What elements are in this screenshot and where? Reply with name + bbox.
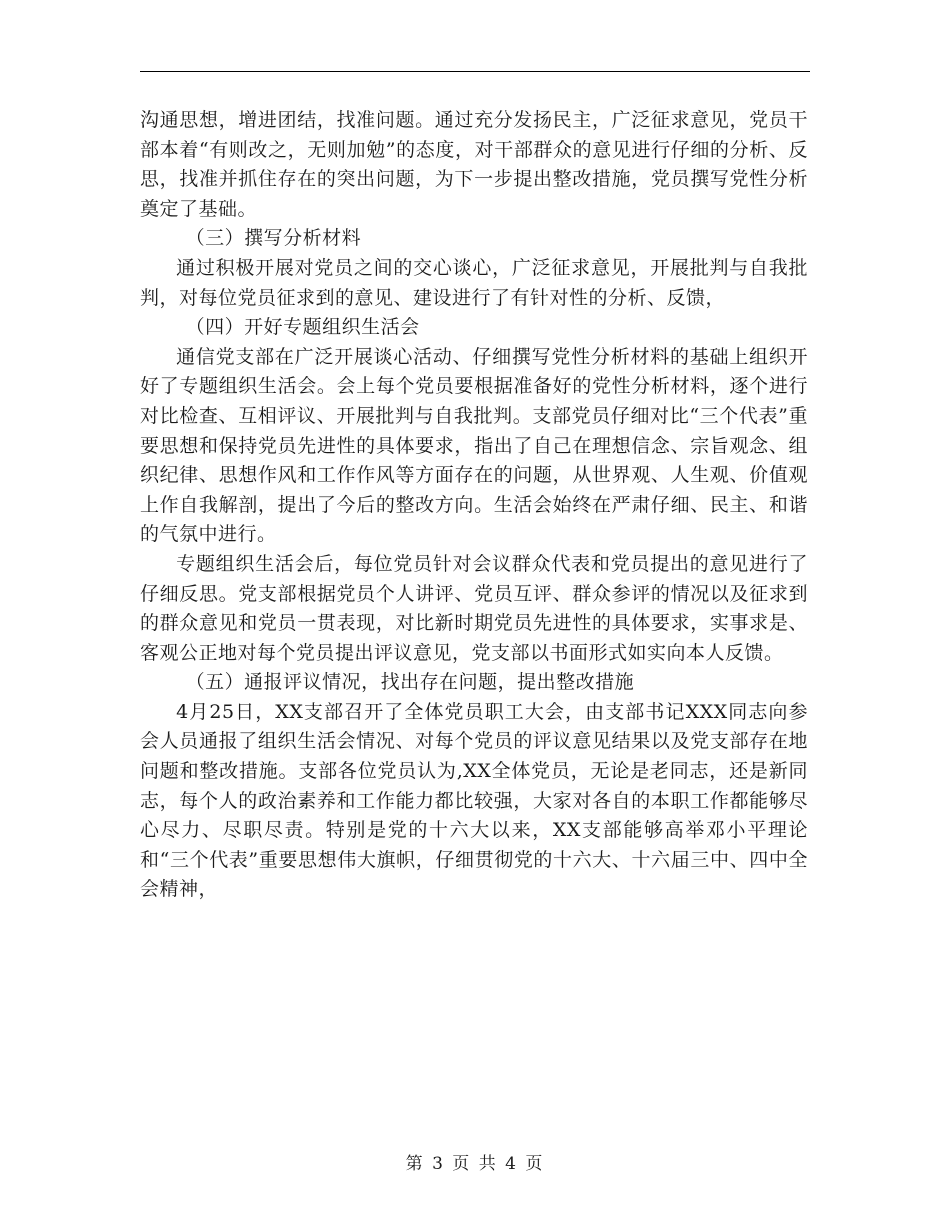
paragraph-analysis-materials: 通过积极开展对党员之间的交心谈心，广泛征求意见，开展批判与自我批判，对每位党员征求到的意见、建设进行了有针对性的分析、反馈， — [140, 256, 808, 309]
section-heading-5: （五）通报评议情况，找出存在问题，提出整改措施 — [185, 671, 635, 694]
section-heading-4: （四）开好专题组织生活会 — [185, 316, 420, 339]
header-rule — [140, 71, 810, 72]
document-body — [140, 106, 808, 905]
paragraph-continuation: 沟通思想，增进团结，找准问题。通过充分发扬民主，广泛征求意见，党员干部本着“有则改之，无则加勉”的态度，对干部群众的意见进行仔细的分析、反思，找准并抓住存在的突出问题，为下一步提出整改措施，党员撰写党性分析奠定了基础。 — [140, 109, 808, 220]
paragraph-report: 4月25日，XX支部召开了全体党员职工大会，由支部书记XXX同志向参会人员通报了组织生活会情况、对每个党员的评议意见结果以及党支部存在地问题和整改措施。支部各位党员认为,XX全体党员，无论是老同志，还是新同志，每个人的政治素养和工作能力都比较强，大家对各自的本职工作都能够尽心尽力、尽职尽责。特别是党的十六大以来，XX支部能够高举邓小平理论和“三个代表”重要思想伟大旗帜，仔细贯彻党的十六大、十六届三中、四中全会精神， — [140, 700, 808, 901]
paragraph-life-meeting: 通信党支部在广泛开展谈心活动、仔细撰写党性分析材料的基础上组织开好了专题组织生活会。会上每个党员要根据准备好的党性分析材料，逐个进行对比检查、互相评议、开展批判与自我批判。支部党员仔细对比“三个代表”重要思想和保持党员先进性的具体要求，指出了自己在理想信念、宗旨观念、组织纪律、思想作风和工作作风等方面存在的问题，从世界观、人生观、价值观上作自我解剖，提出了今后的整改方向。生活会始终在严肃仔细、民主、和谐的气氛中进行。 — [140, 345, 808, 546]
section-heading-3: （三）撰写分析材料 — [185, 227, 362, 250]
paragraph-after-meeting: 专题组织生活会后，每位党员针对会议群众代表和党员提出的意见进行了仔细反思。党支部根据党员个人讲评、党员互评、群众参评的情况以及征求到的群众意见和党员一贯表现，对比新时期党员先进性的具体要求，实事求是、客观公正地对每个党员提出评议意见，党支部以书面形式如实向本人反馈。 — [140, 552, 808, 664]
page-number: 第 3 页 共 4 页 — [405, 1154, 545, 1174]
